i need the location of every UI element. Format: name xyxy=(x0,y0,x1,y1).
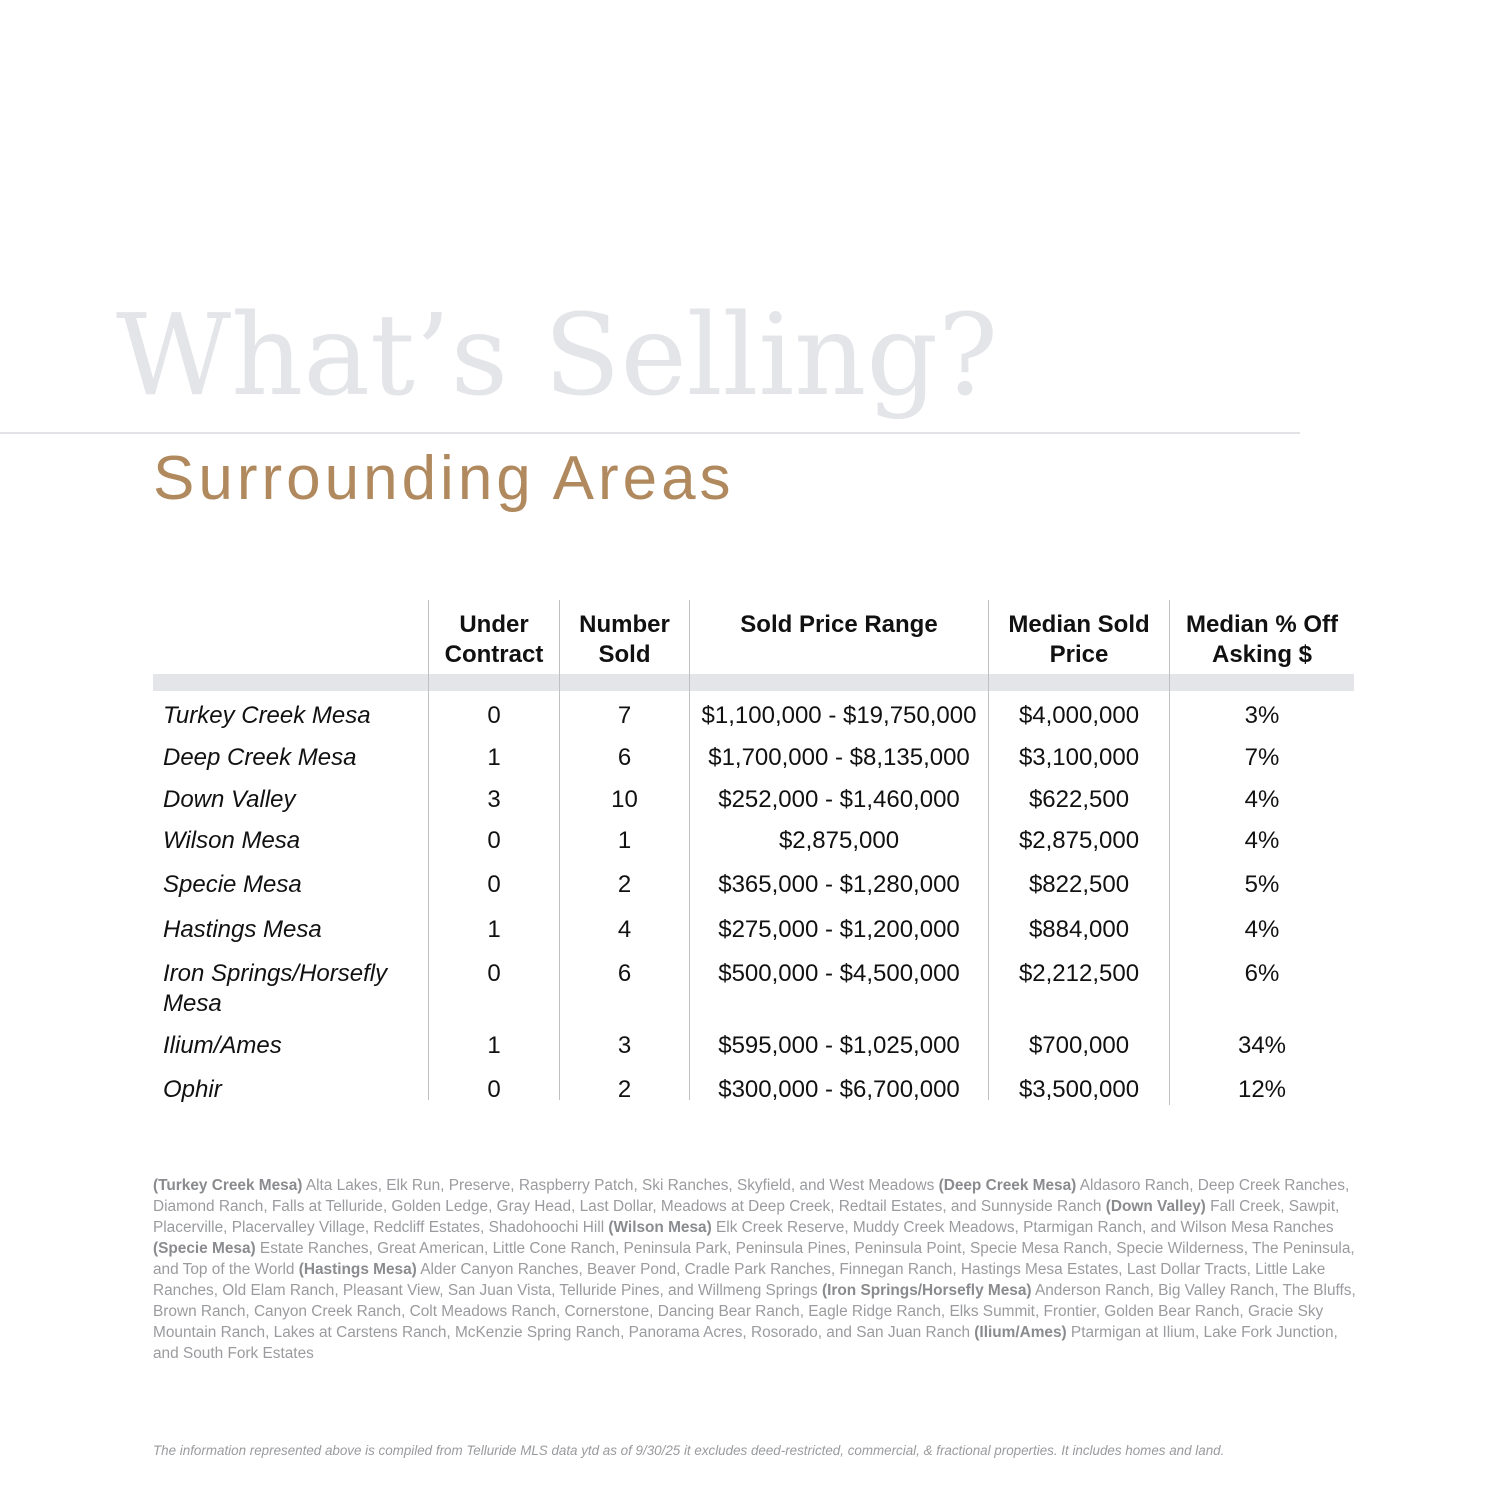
cell-median-off-asking: 34% xyxy=(1237,1032,1287,1059)
cell-under-contract: 0 xyxy=(487,702,501,729)
data-disclaimer: The information represented above is compiled from Telluride MLS data ytd as of 9/30/25 it excludes deed-restricted, commercial, & fractional properties. It includes homes and land. xyxy=(153,1443,1225,1458)
footnote-neighborhood-list: Estate Ranches, Great American, Little Cone Ranch, Peninsula Park, Peninsula Pines, Peninsula Point, Specie Mesa Ranch, Specie Wilderness, The Peninsula, and Top of the World xyxy=(153,1240,1355,1278)
sales-table xyxy=(153,600,1354,1105)
cell-area-name: Iron Springs/Horsefly Mesa xyxy=(163,960,388,1017)
cell-under-contract: 0 xyxy=(487,871,501,898)
cell-median-off-asking: 5% xyxy=(1244,871,1280,898)
footnote-neighborhood-list: Anderson Ranch, Big Valley Ranch, The Bluffs, Brown Ranch, Canyon Creek Ranch, Colt Meadows Ranch, Cornerstone, Dancing Bear Ranch, Eagle Ridge Ranch, Elks Summit, Frontier, Golden Bear Ranch, Gracie Sky Mountain Ranch, Lakes at Carstens Ranch, McKenzie Spring Ranch, Panorama Acres, Rosorado, and San Juan Ranch xyxy=(153,1282,1356,1341)
cell-sold-price-range: $500,000 - $4,500,000 xyxy=(718,960,960,987)
cell-median-off-asking: 7% xyxy=(1244,744,1280,771)
cell-sold-price-range: $1,100,000 - $19,750,000 xyxy=(701,702,977,729)
cell-under-contract: 1 xyxy=(487,916,501,943)
cell-number-sold: 7 xyxy=(617,702,632,729)
header-band xyxy=(153,674,1354,691)
cell-number-sold: 2 xyxy=(617,1076,632,1103)
cell-median-sold-price: $2,875,000 xyxy=(1018,827,1140,854)
cell-area-name: Specie Mesa xyxy=(163,871,302,898)
cell-number-sold: 6 xyxy=(617,744,632,771)
cell-sold-price-range: $365,000 - $1,280,000 xyxy=(718,871,960,898)
cell-median-sold-price: $884,000 xyxy=(1028,916,1130,943)
cell-area-name: Ophir xyxy=(163,1076,222,1103)
header-median-off-asking: Median % Off Asking $ xyxy=(1185,611,1338,668)
header-under-contract: Under Contract xyxy=(444,611,544,668)
cell-sold-price-range: $252,000 - $1,460,000 xyxy=(718,786,960,813)
cell-area-name: Turkey Creek Mesa xyxy=(163,702,371,729)
cell-sold-price-range: $2,875,000 xyxy=(778,827,900,854)
cell-number-sold: 2 xyxy=(617,871,632,898)
cell-median-sold-price: $622,500 xyxy=(1028,786,1130,813)
cell-under-contract: 3 xyxy=(487,786,501,813)
header-median-sold-price: Median Sold Price xyxy=(1008,611,1150,668)
cell-median-sold-price: $3,100,000 xyxy=(1018,744,1140,771)
cell-sold-price-range: $275,000 - $1,200,000 xyxy=(718,916,960,943)
cell-median-sold-price: $4,000,000 xyxy=(1018,702,1140,729)
cell-number-sold: 6 xyxy=(617,960,632,987)
cell-number-sold: 4 xyxy=(617,916,632,943)
cell-under-contract: 0 xyxy=(487,827,501,854)
cell-median-sold-price: $3,500,000 xyxy=(1018,1076,1140,1103)
cell-sold-price-range: $1,700,000 - $8,135,000 xyxy=(708,744,970,771)
page-subtitle: Surrounding Areas xyxy=(153,444,735,513)
footnote-area-label: (Down Valley) xyxy=(1105,1198,1206,1215)
cell-sold-price-range: $300,000 - $6,700,000 xyxy=(718,1076,960,1103)
background-title: What’s Selling? xyxy=(116,291,999,421)
footnote-neighborhood-list: Fall Creek, Sawpit, Placerville, Placervalley Village, Redcliff Estates, Shadohoochi Hill xyxy=(153,1198,1340,1236)
footnote-area-label: (Ilium/Ames) xyxy=(974,1324,1067,1341)
footnote-neighborhood-list: Alder Canyon Ranches, Beaver Pond, Cradle Park Ranches, Finnegan Ranch, Hastings Mesa Estates, Last Dollar Tracts, Little Lake Ranches, Old Elam Ranch, Pleasant View, San Juan Vista, Telluride Pines, and Willmeng Springs xyxy=(153,1261,1326,1299)
footnote-neighborhood-list: Elk Creek Reserve, Muddy Creek Meadows, Ptarmigan Ranch, and Wilson Mesa Ranches xyxy=(711,1219,1334,1236)
cell-median-sold-price: $822,500 xyxy=(1028,871,1130,898)
cell-median-sold-price: $2,212,500 xyxy=(1018,960,1140,987)
cell-under-contract: 0 xyxy=(487,1076,501,1103)
header-number-sold: Number Sold xyxy=(579,611,670,668)
footnote-neighborhood-list: Aldasoro Ranch, Deep Creek Ranches, Diamond Ranch, Falls at Telluride, Golden Ledge, Gray Head, Last Dollar, Meadows at Deep Creek, Redtail Estates, and Sunnyside Ranch xyxy=(153,1177,1350,1215)
cell-under-contract: 0 xyxy=(487,960,501,987)
footnote-neighborhood-list: Ptarmigan at Ilium, Lake Fork Junction, and South Fork Estates xyxy=(153,1324,1338,1362)
cell-area-name: Down Valley xyxy=(163,786,296,813)
cell-median-off-asking: 12% xyxy=(1237,1076,1287,1103)
cell-median-off-asking: 6% xyxy=(1244,960,1280,987)
cell-median-off-asking: 4% xyxy=(1244,786,1280,813)
cell-area-name: Wilson Mesa xyxy=(163,827,301,854)
cell-area-name: Ilium/Ames xyxy=(163,1032,282,1059)
cell-median-off-asking: 3% xyxy=(1244,702,1280,729)
footnote-area-label: (Iron Springs/Horsefly Mesa) xyxy=(822,1282,1032,1299)
footnote-area-label: (Deep Creek Mesa) xyxy=(938,1177,1077,1194)
cell-under-contract: 1 xyxy=(487,1032,501,1059)
footnote-area-label: (Specie Mesa) xyxy=(153,1240,256,1257)
cell-median-off-asking: 4% xyxy=(1244,827,1280,854)
footnote-area-label: (Hastings Mesa) xyxy=(298,1261,417,1278)
cell-area-name: Hastings Mesa xyxy=(163,916,322,943)
footnote-neighborhood-list: Alta Lakes, Elk Run, Preserve, Raspberry Patch, Ski Ranches, Skyfield, and West Meadows xyxy=(302,1177,939,1194)
cell-number-sold: 3 xyxy=(617,1032,632,1059)
footnote-area-label: (Wilson Mesa) xyxy=(608,1219,712,1236)
cell-area-name: Deep Creek Mesa xyxy=(163,744,357,771)
cell-number-sold: 10 xyxy=(611,786,638,813)
cell-sold-price-range: $595,000 - $1,025,000 xyxy=(718,1032,960,1059)
cell-median-sold-price: $700,000 xyxy=(1028,1032,1130,1059)
header-sold-price-range: Sold Price Range xyxy=(740,611,938,638)
footnote-area-label: (Turkey Creek Mesa) xyxy=(153,1177,303,1194)
cell-number-sold: 1 xyxy=(617,827,632,854)
cell-median-off-asking: 4% xyxy=(1244,916,1280,943)
cell-under-contract: 1 xyxy=(487,744,501,771)
title-divider xyxy=(0,432,1300,434)
area-footnote xyxy=(153,1175,1358,1364)
